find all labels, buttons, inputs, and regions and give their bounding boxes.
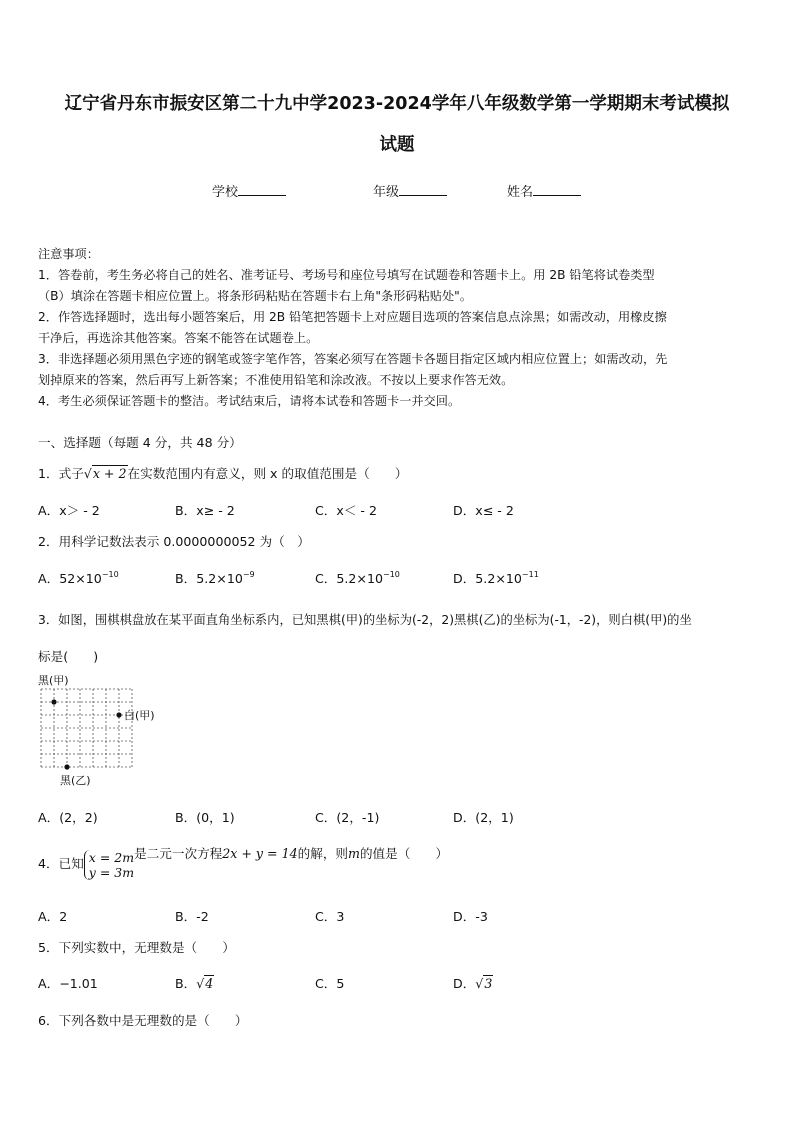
q4-option-c: C．3 (315, 909, 345, 924)
q4-eq2: y = 3m (88, 864, 135, 880)
document-title-line2: 试题 (379, 135, 415, 155)
q4-suffix: 的值是（ ） (359, 846, 449, 861)
question-3-line2: 标是( ) (38, 649, 99, 664)
note-line: （B）填涂在答题卡相应位置上。将条形码粘贴在答题卡右上角"条形码粘贴处"。 (38, 289, 472, 303)
q4-option-b: B．-2 (175, 909, 209, 924)
q5-option-d-label: D． (453, 976, 476, 991)
q2-option-exponent: −10 (101, 570, 119, 579)
q2-option-exponent: −11 (521, 570, 539, 579)
q5-option-c: C．5 (315, 976, 345, 991)
q2-option-label: D． (453, 571, 476, 586)
sqrt-expression: √x + 2 (83, 466, 127, 481)
black-stone-b (64, 764, 69, 769)
q4-mid: 是二元一次方程 (134, 846, 223, 861)
q2-option-label: C． (315, 571, 337, 586)
q1-option-a: A．x＞ - 2 (38, 503, 100, 518)
q2-option-value: 5.2×10 (336, 571, 383, 586)
white-a-label: 白(甲) (124, 709, 155, 722)
school-label: 学校 (212, 185, 239, 200)
q5-option-d (453, 973, 493, 992)
grade-label: 年级 (373, 185, 400, 200)
black-stone-a (51, 699, 56, 704)
black-a-label: 黑(甲) (38, 674, 69, 687)
section-heading: 一、选择题（每题 4 分，共 48 分） (38, 435, 242, 450)
q4-mid2: 的解，则 (297, 846, 348, 861)
q1-option-d: D．x≤ - 2 (453, 503, 514, 518)
q5-option-d-radicand: 3 (484, 976, 493, 991)
q3-option-b: B．(0，1) (175, 810, 235, 825)
q1-option-b: B．x≥ - 2 (175, 503, 235, 518)
note-line: 3．非选择题必须用黑色字迹的钢笔或签字笔作答，答案必须写在答题卡各题目指定区域内相应位置上；如需改动，先 (38, 352, 668, 366)
q2-option-value: 52×10 (59, 571, 102, 586)
q2-option-label: B． (175, 571, 197, 586)
q2-option-label: A． (38, 571, 60, 586)
question-2: 2．用科学记数法表示 0.0000000052 为（ ） (38, 534, 310, 549)
grade-field (373, 181, 447, 200)
name-label: 姓名 (507, 185, 534, 200)
notes-heading: 注意事项： (38, 247, 99, 261)
sqrt-expression: √3 (475, 976, 493, 991)
q3-option-a: A．(2，2) (38, 810, 98, 825)
q2-option-a (38, 568, 119, 587)
q1-suffix: 在实数范围内有意义，则 x 的取值范围是（ ） (127, 466, 408, 481)
q4-option-d: D．-3 (453, 909, 488, 924)
note-line: 1．答卷前，考生务必将自己的姓名、准考证号、考场号和座位号填写在试题卷和答题卡上。用 2B 铅笔将试卷类型 (38, 268, 655, 282)
question-5: 5．下列实数中，无理数是（ ） (38, 940, 235, 955)
question-6: 6．下列各数中是无理数的是（ ） (38, 1013, 248, 1028)
note-line: 干净后，再选涂其他答案。答案不能答在试题卷上。 (38, 331, 319, 345)
note-line: 2．作答选择题时，选出每小题答案后，用 2B 铅笔把答题卡上对应题目选项的答案信息点涂黑；如需改动，用橡皮擦 (38, 310, 667, 324)
q4-eq1: x = 2m (88, 849, 135, 865)
name-blank (533, 183, 581, 196)
q4-prefix: 4．已知 (38, 856, 84, 871)
white-stone-a (116, 712, 121, 717)
q2-option-value: 5.2×10 (475, 571, 522, 586)
note-line: 4．考生必须保证答题卡的整洁。考试结束后，请将本试卷和答题卡一并交回。 (38, 394, 461, 408)
q4-equation: 2x + y = 14 (222, 846, 298, 861)
black-b-label: 黑(乙) (60, 774, 91, 787)
note-line: 划掉原来的答案，然后再写上新答案；不准使用铅笔和涂改液。不按以上要求作答无效。 (38, 373, 514, 387)
q2-option-value: 5.2×10 (196, 571, 243, 586)
q2-option-d (453, 568, 539, 587)
q2-option-exponent: −10 (383, 570, 400, 579)
q1-prefix: 1．式子 (38, 466, 84, 481)
q2-option-exponent: −9 (242, 570, 255, 579)
q1-option-c: C．x＜ - 2 (315, 503, 377, 518)
go-board-grid (38, 686, 138, 772)
q1-radicand: x + 2 (92, 466, 127, 481)
document-title-line1: 辽宁省丹东市振安区第二十九中学2023-2024学年八年级数学第一学期期末考试模拟 (64, 94, 730, 114)
go-board-figure (38, 672, 178, 788)
school-blank (238, 183, 286, 196)
question-4 (38, 843, 448, 880)
question-1 (38, 463, 407, 482)
grade-blank (399, 183, 447, 196)
question-3-line1: 3．如图，围棋棋盘放在某平面直角坐标系内，已知黑棋(甲)的坐标为(-2，2)黑棋(乙)的坐标为(-1，-2)，则白棋(甲)的坐 (38, 613, 692, 627)
sqrt-expression: √4 (196, 976, 214, 991)
equation-system (84, 850, 134, 880)
q2-option-c (315, 568, 400, 587)
q5-option-a: A．−1.01 (38, 976, 98, 991)
school-field (212, 181, 286, 200)
name-field (507, 181, 581, 200)
q3-option-c: C．(2，-1) (315, 810, 380, 825)
q2-option-b (175, 568, 255, 587)
q5-option-b-label: B． (175, 976, 197, 991)
q5-option-b (175, 973, 214, 992)
q5-option-b-radicand: 4 (205, 976, 214, 991)
q4-option-a: A．2 (38, 909, 68, 924)
q4-variable: m (348, 846, 360, 861)
q3-option-d: D．(2，1) (453, 810, 514, 825)
